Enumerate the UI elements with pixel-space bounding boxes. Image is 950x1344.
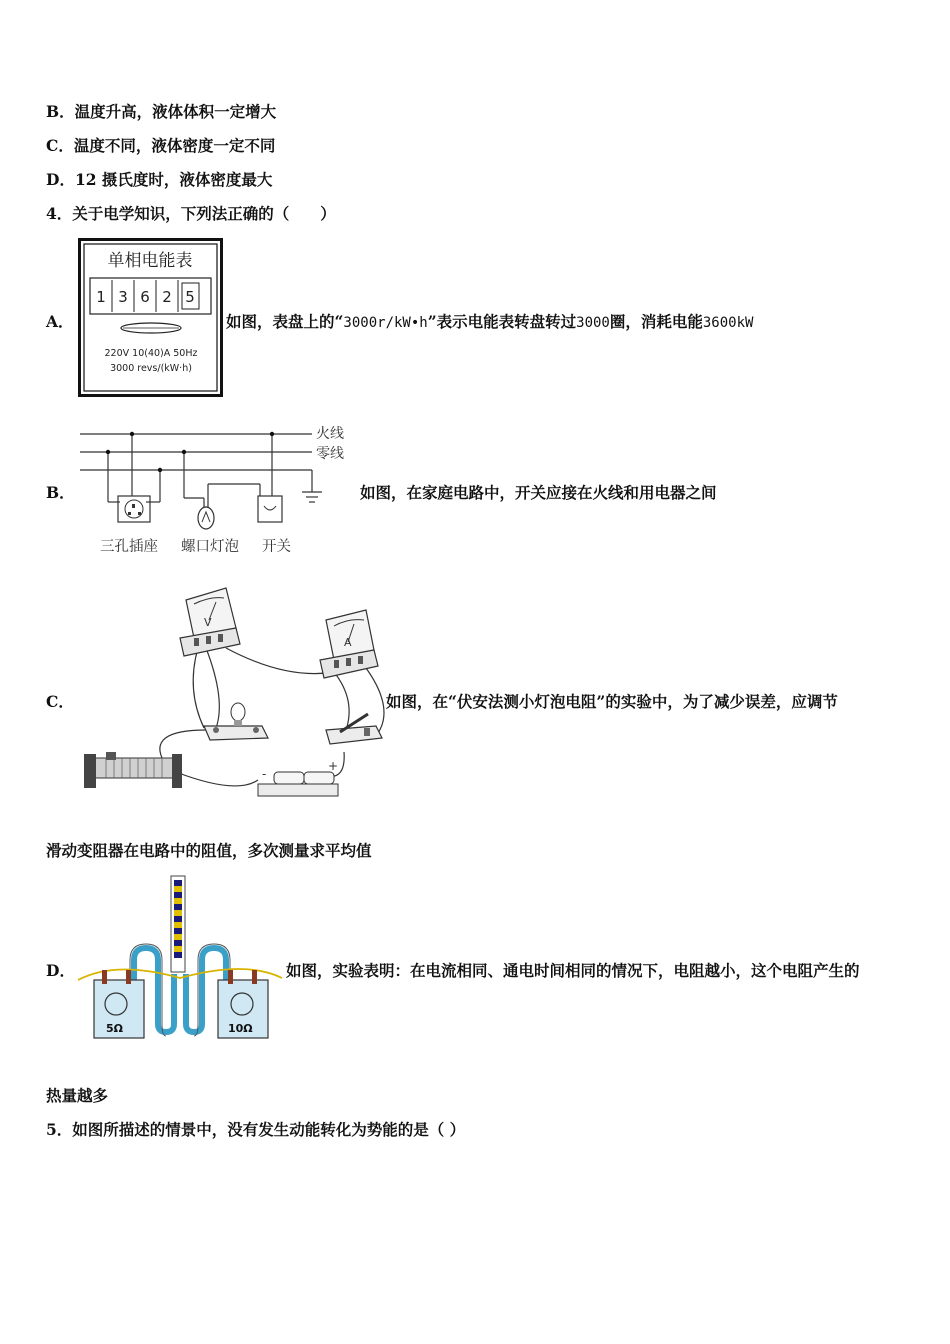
knife-switch-icon (326, 714, 382, 744)
energy-meter-figure (78, 238, 224, 398)
option-d-prev: D．12 摄氏度时，液体密度最大 (46, 170, 273, 189)
option-c-prev: C．温度不同，液体密度一定不同 (46, 136, 276, 155)
bulb-icon (198, 507, 214, 529)
joule-heating-figure (76, 874, 286, 1042)
neutral-wire-label: 零线 (316, 446, 344, 462)
option-a-text: 如图，表盘上的“3000r/kW•h”表示电能表转盘转过3000圈，消耗电能3600kW (226, 312, 754, 331)
ammeter-icon (320, 610, 378, 678)
svg-text:+: + (328, 759, 339, 773)
bulb-label: 螺口灯泡 (181, 539, 239, 555)
option-d-text: 如图，实验表明：在电流相同、通电时间相同的情况下，电阻越小，这个电阻产生的 (286, 961, 860, 980)
option-b-label: B． (46, 483, 75, 502)
switch-label: 开关 (262, 539, 291, 555)
question-4: 4．关于电学知识，下列法正确的（ ） (46, 204, 336, 223)
option-d-label: D． (46, 961, 75, 980)
meter-digit: 5 (185, 288, 195, 306)
meter-digit: 1 (96, 288, 106, 306)
option-b-text: 如图，在家庭电路中，开关应接在火线和用电器之间 (360, 483, 717, 502)
meter-title: 单相电能表 (107, 251, 193, 271)
voltammetry-circuit-figure (76, 580, 386, 810)
svg-text:-: - (262, 767, 267, 781)
socket-label: 三孔插座 (100, 539, 158, 555)
meter-spec-1: 220V 10(40)A 50Hz (104, 348, 198, 359)
rheostat-icon (84, 752, 182, 788)
container-5ohm (94, 970, 144, 1038)
option-c-text: 如图，在“伏安法测小灯泡电阻”的实验中，为了减少误差，应调节 (386, 692, 838, 711)
option-c-label: C． (46, 692, 74, 711)
svg-text:10Ω: 10Ω (228, 1022, 253, 1035)
option-c-text-cont: 滑动变阻器在电路中的阻值，多次测量求平均值 (46, 841, 372, 860)
switch-icon (264, 506, 276, 510)
meter-spec-2: 3000 revs/(kW·h) (110, 363, 192, 374)
meter-digit: 3 (118, 288, 128, 306)
svg-text:5Ω: 5Ω (106, 1022, 124, 1035)
live-wire-label: 火线 (316, 426, 344, 442)
option-d-text-cont: 热量越多 (46, 1086, 109, 1105)
battery-icon (258, 759, 338, 796)
option-b-prev: B．温度升高，液体体积一定增大 (46, 102, 277, 121)
option-a-label: A． (46, 312, 74, 331)
svg-text:V: V (204, 616, 212, 629)
home-circuit-figure (76, 420, 366, 560)
container-10ohm (218, 970, 268, 1038)
meter-digit: 2 (162, 288, 172, 306)
lamp-board-icon (204, 703, 268, 740)
svg-text:A: A (344, 636, 352, 649)
question-5: 5．如图所描述的情景中，没有发生动能转化为势能的是（ ） (46, 1120, 466, 1139)
voltmeter-icon (180, 588, 240, 656)
meter-digit: 6 (140, 288, 150, 306)
